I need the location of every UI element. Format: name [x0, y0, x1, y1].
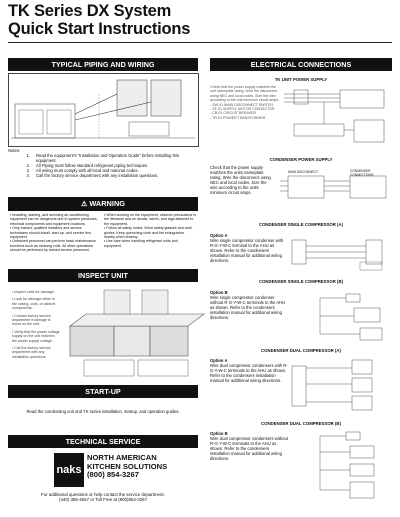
- cond-power-diagram: [280, 168, 392, 208]
- tk-power-title: TK UNIT POWER SUPPLY: [274, 77, 328, 82]
- single-b-diagram: [290, 290, 390, 346]
- technical-service-bar: TECHNICAL SERVICE: [8, 435, 198, 448]
- warning-right-list: [104, 213, 196, 248]
- dual-b-title: CONDENSER DUAL COMPRESSOR (B): [261, 421, 341, 426]
- title-line-2: Quick Start Instructions: [8, 20, 191, 38]
- notes-title: Notes:: [8, 148, 21, 153]
- warning-label: WARNING: [89, 199, 126, 208]
- logo-letters: naks: [54, 453, 84, 487]
- warning-item: ▪ Untrained personnel can perform basic maintenance functions such as cleaning coils. All other operations should be performed by trained service personnel.: [10, 239, 96, 253]
- warning-item: ▪ When working on the equipment, observe precautions in the literature and on decals, labels, and tags attached to the equipment.: [104, 213, 196, 226]
- dual-b-text: Option B Wire dual compressor condensers without R-G-Y-W-C terminals to the AHU as shown. Refer to the condensers installation manual for additional wiring directions.: [210, 431, 288, 461]
- warning-item: ▪ Follow all safety codes. Wear safety glasses and work gloves. Keep quenching cloth and fire extinguisher nearby when brazing.: [104, 226, 193, 240]
- inspect-item: • Call the factory service department with any installation questions.: [12, 346, 51, 359]
- disconnect-label: MAIN DISCONNECT: [288, 170, 318, 174]
- condenser-label: CONDENSER CONNECTIONS: [350, 169, 374, 177]
- inspect-unit-bar: INSPECT UNIT: [8, 269, 198, 282]
- title-line-1: TK Series DX System: [8, 2, 172, 20]
- page-title: [8, 2, 190, 38]
- unit-inspection-drawing: [64, 286, 194, 381]
- naks-logo: [54, 453, 168, 487]
- dual-a-diagram: [290, 356, 390, 416]
- footer-line-1: For additional questions or help contact the service department.: [41, 492, 165, 497]
- note-item: 1. Read the equipment's "Installation and Operation Guide" before installing this equipment.: [26, 153, 179, 163]
- warning-item: ▪ Only trained, qualified installers and service technicians should install, start-up, and service this equipment.: [10, 226, 91, 240]
- single-b-text: Option B Wire single compressor condenser without R-G-Y-W-C terminals to the AHU as shown. Refer to the condensers installation manual for additional wiring directions.: [210, 290, 286, 320]
- piping-diagram-drawing: [9, 74, 198, 146]
- logo-text: NORTH AMERICAN KITCHEN SOLUTIONS (800) 854-3267: [87, 453, 168, 479]
- electrical-connections-bar: ELECTRICAL CONNECTIONS: [210, 58, 392, 71]
- inspect-list: [12, 290, 60, 359]
- startup-bar: START-UP: [8, 385, 198, 398]
- cond-power-text: Check that the power supply matches the units nameplate rating. Wire the disconnect using NEC and local codes. Size the wire according to the units minimum circuit amps.: [210, 165, 271, 195]
- warning-bar: [8, 197, 198, 211]
- title-rule: [8, 42, 392, 43]
- inspect-item: • Verify that the power voltage supply on the unit matches the power supply voltage.: [12, 329, 60, 343]
- single-a-title: CONDENSER SINGLE COMPRESSOR (A): [258, 222, 344, 227]
- warning-item: ▪ Installing, starting, and servicing air-conditioning equipment can be dangerous due to system pressures, electrical components and equipment locations.: [10, 213, 98, 226]
- footer-line-2: (440) 365-4567 or Toll Free at (800)854-3267: [58, 497, 148, 502]
- piping-diagram: [8, 73, 199, 147]
- inspect-item: • Contact factory service department if damage is found on the unit.: [12, 313, 51, 327]
- note-item: 2. All Piping must follow standard refrigerant piping techniques.: [26, 163, 149, 168]
- footer-contact: [8, 492, 198, 502]
- cond-power-title: CONDENSER POWER SUPPLY: [269, 157, 333, 162]
- warning-icon: ⚠: [80, 201, 88, 208]
- warning-left-list: [10, 213, 100, 253]
- dual-b-diagram: [290, 428, 390, 504]
- single-b-title: CONDENSER SINGLE COMPRESSOR (B): [258, 279, 344, 284]
- inspect-item: • Look for damage either in the casing, coils, or cabinet components.: [12, 297, 56, 311]
- piping-wiring-bar: TYPICAL PIPING AND WIRING: [8, 58, 198, 71]
- single-a-text: Option A Wire single compressor condenser with R-G-Y-W-C terminal to the AHU as shown. Refer to the condensers installation manual for additional wiring directions.: [210, 233, 284, 263]
- tk-power-diagram: [284, 84, 392, 154]
- inspect-item: • Inspect units for damage.: [12, 290, 55, 294]
- warning-item: ▪ Use care when handling refrigerant units and equipment.: [104, 239, 178, 248]
- single-a-diagram: [290, 236, 390, 272]
- startup-text: Read the condensing unit and TK series installation, startup, and operation guides.: [26, 409, 180, 414]
- tk-power-text: Check that the power supply matches the unit nameplate rating. Wire the disconnect using NEC and local codes. Size the wire according to the unit minimum circuit amps. - SW-01 MAIN DISCONNECT SWITCH - SF-01 SUPPLY MOTOR CONTACTOR - CB-01 CIRCUIT BREAKER - TR-01 POWER TRANSFORMER: [210, 85, 280, 120]
- notes-section: [8, 148, 197, 178]
- note-item: 3. All wiring must comply with all local and national codes.: [26, 168, 139, 173]
- note-item: 4. Call the factory service department with any installation questions.: [26, 173, 159, 178]
- dual-a-text: Option A Wire dual compressor condensers with R-G-Y-W-C terminals to the AHU as shown. Refer to the condensers installation manual for additional wiring directions.: [210, 358, 288, 383]
- dual-a-title: CONDENSER DUAL COMPRESSOR (A): [261, 348, 341, 353]
